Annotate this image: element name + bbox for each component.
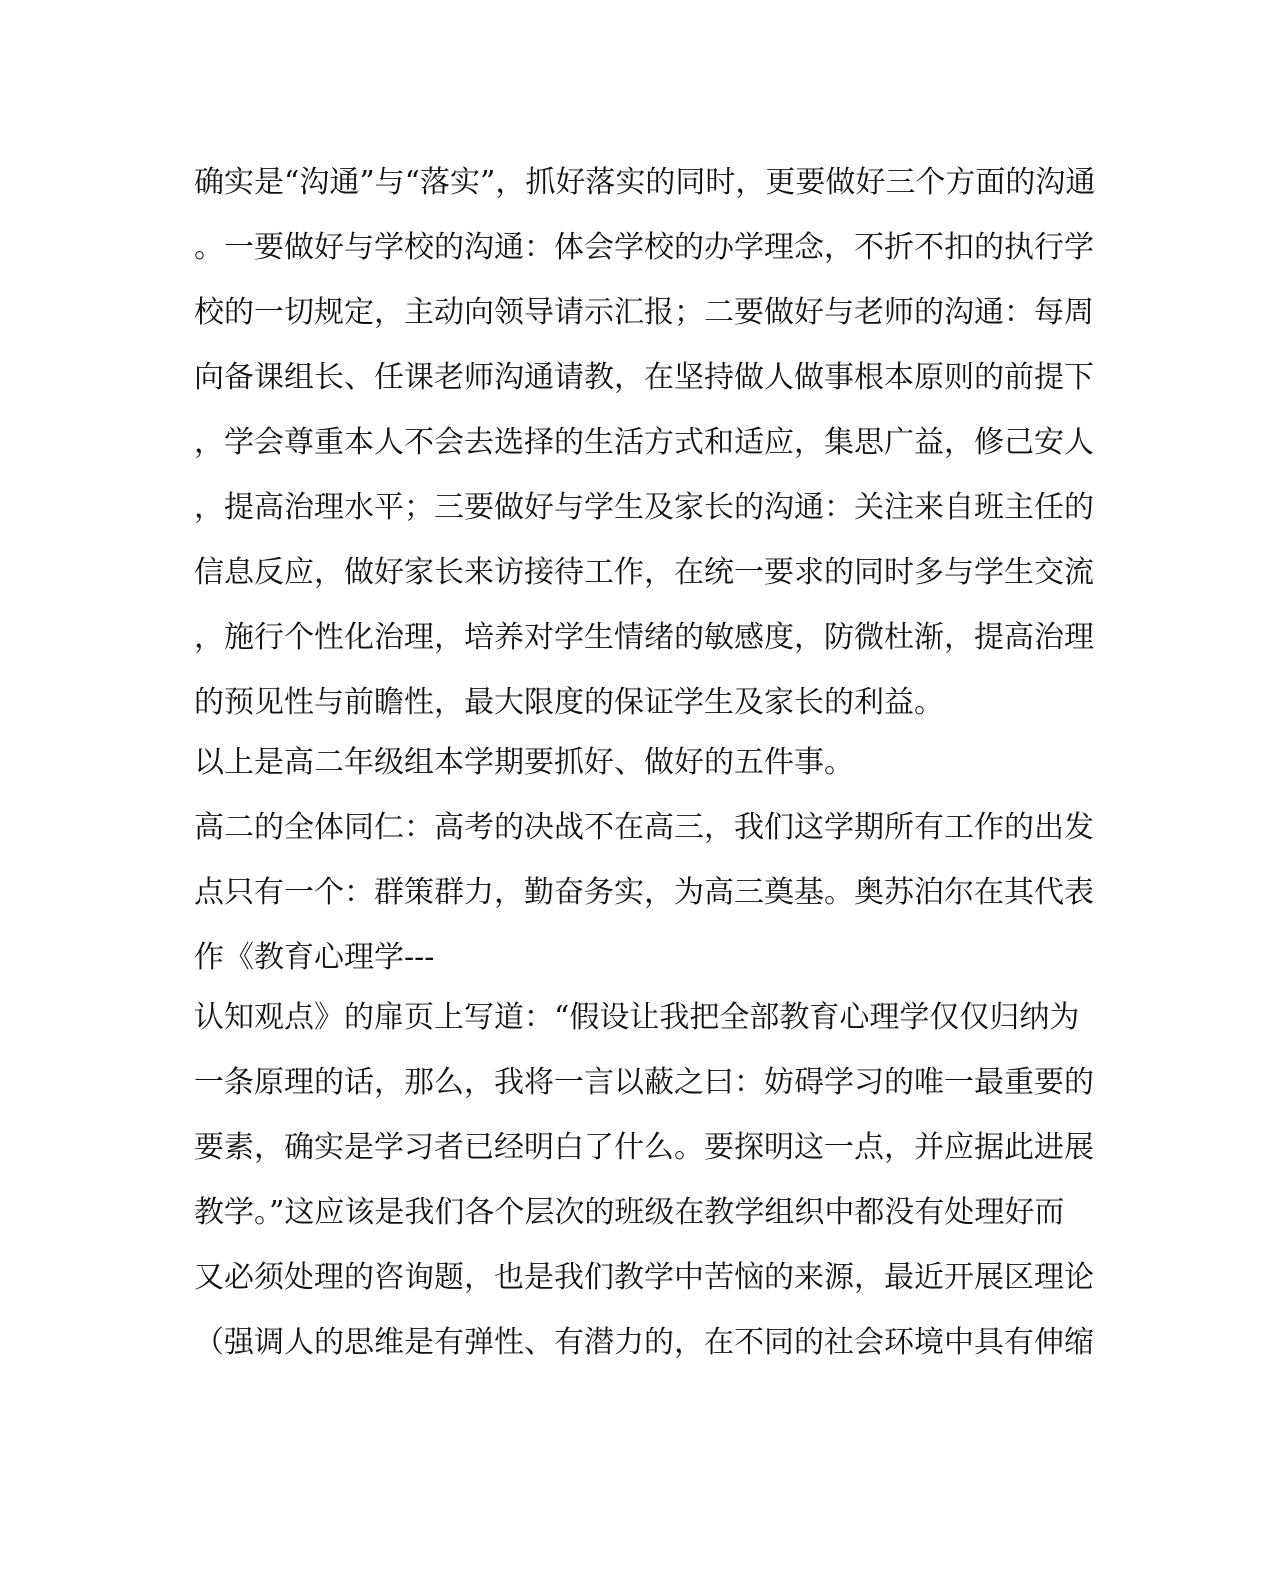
text-line: ，学会尊重本人不会去选择的生活方式和适应，集思广益，修己安人: [194, 425, 1094, 460]
text-line: （强调人的思维是有弹性、有潜力的，在不同的社会环境中具有伸缩: [194, 1325, 1094, 1360]
text-line: 又必须处理的咨询题，也是我们教学中苦恼的来源，最近开展区理论: [194, 1260, 1094, 1295]
text-line: 向备课组长、任课老师沟通请教，在坚持做人做事根本原则的前提下: [194, 360, 1094, 395]
text-line: 信息反应，做好家长来访接待工作，在统一要求的同时多与学生交流: [194, 555, 1094, 590]
text-line: 要素，确实是学习者已经明白了什么。要探明这一点，并应据此进展: [194, 1130, 1094, 1165]
text-line: 点只有一个：群策群力，勤奋务实，为高三奠基。奥苏泊尔在其代表: [194, 875, 1094, 910]
text-line: 的预见性与前瞻性，最大限度的保证学生及家长的利益。: [194, 685, 944, 720]
text-line: 作《教育心理学---: [194, 940, 435, 975]
text-line: 认知观点》的扉页上写道：“假设让我把全部教育心理学仅仅归纳为: [194, 1000, 1080, 1035]
text-line: 教学。”这应该是我们各个层次的班级在教学组织中都没有处理好而: [194, 1195, 1065, 1230]
text-line: ，施行个性化治理，培养对学生情绪的敏感度，防微杜渐，提高治理: [194, 620, 1094, 655]
text-line: ，提高治理水平；三要做好与学生及家长的沟通：关注来自班主任的: [194, 490, 1094, 525]
text-line: 高二的全体同仁：高考的决战不在高三，我们这学期所有工作的出发: [194, 810, 1094, 845]
text-line: 一条原理的话，那么，我将一言以蔽之曰：妨碍学习的唯一最重要的: [194, 1065, 1094, 1100]
text-line: 。一要做好与学校的沟通：体会学校的办学理念，不折不扣的执行学: [194, 230, 1094, 265]
text-line: 校的一切规定，主动向领导请示汇报；二要做好与老师的沟通：每周: [194, 295, 1094, 330]
text-line: 以上是高二年级组本学期要抓好、做好的五件事。: [194, 745, 854, 780]
text-line: 确实是“沟通”与“落实”，抓好落实的同时，更要做好三个方面的沟通: [194, 165, 1096, 200]
